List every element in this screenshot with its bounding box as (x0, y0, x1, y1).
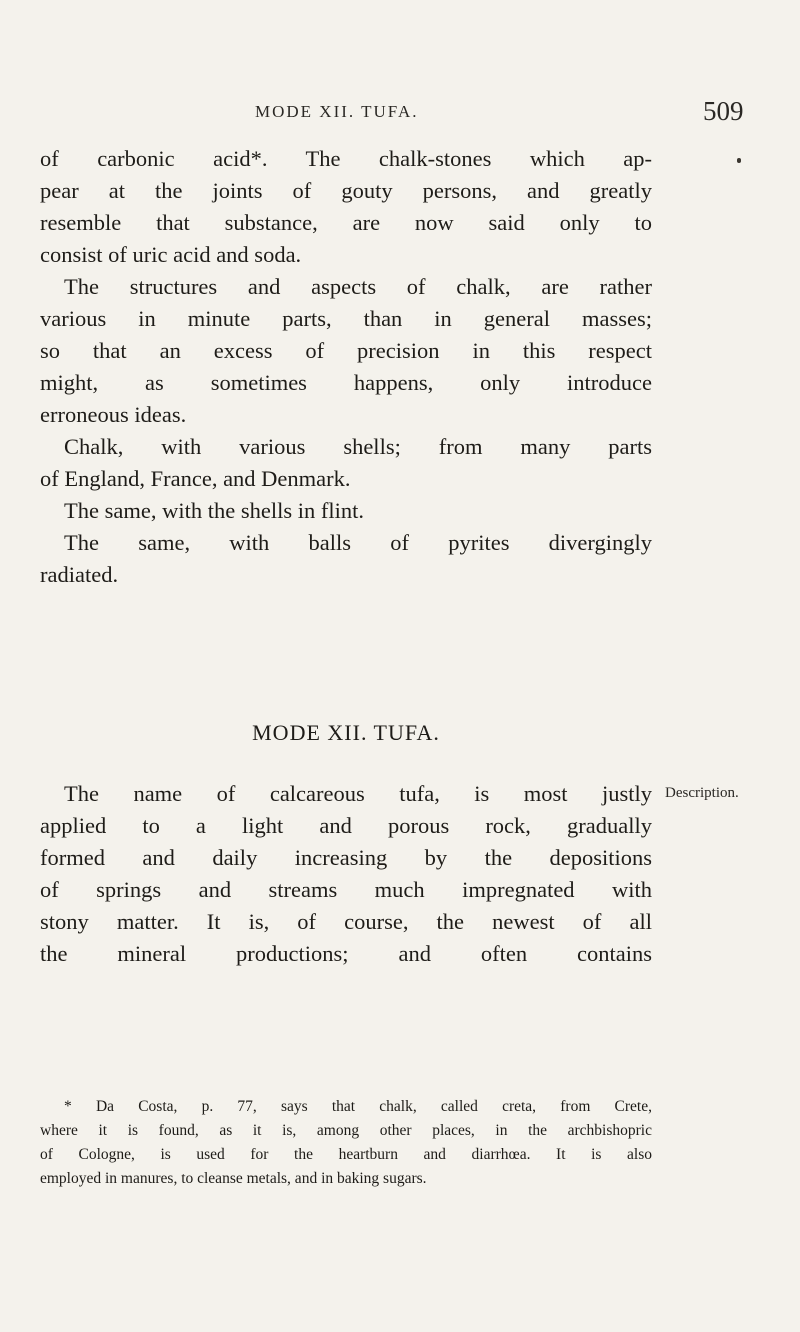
text-line: formed and daily increasing by the depositions (40, 845, 652, 870)
footnote-line: * Da Costa, p. 77, says that chalk, called creta, from Crete, (64, 1098, 652, 1115)
paragraph-5 (40, 527, 652, 591)
page-number: 509 (703, 96, 744, 126)
text-line: erroneous ideas. (40, 402, 187, 427)
footnote-line: where it is found, as it is, among other places, in the archbishopric (40, 1122, 652, 1139)
margin-note: Description. (665, 785, 739, 801)
text-line: Chalk, with various shells; from many parts (64, 434, 652, 459)
print-speck (737, 158, 741, 163)
footnote-line: of Cologne, is used for the heartburn and diarrhœa. It is also (40, 1146, 652, 1163)
text-line: radiated. (40, 562, 119, 587)
paragraph-6 (40, 778, 652, 970)
text-line: of springs and streams much impregnated with (40, 877, 652, 902)
text-line: of England, France, and Denmark. (40, 466, 351, 491)
paragraph-2 (40, 271, 652, 431)
text-line: The same, with balls of pyrites divergingly (64, 530, 652, 555)
text-line: The same, with the shells in flint. (64, 498, 364, 523)
footnote-line: employed in manures, to cleanse metals, and in baking sugars. (40, 1170, 427, 1187)
text-line: applied to a light and porous rock, gradually (40, 813, 652, 838)
text-line: pear at the joints of gouty persons, and greatly (40, 178, 652, 203)
text-line: of carbonic acid*. The chalk-stones which ap- (40, 146, 652, 171)
text-line: The name of calcareous tufa, is most justly (64, 781, 652, 806)
text-line: the mineral productions; and often contains (40, 941, 652, 966)
text-line: might, as sometimes happens, only introduce (40, 370, 652, 395)
text-line: stony matter. It is, of course, the newest of all (40, 909, 652, 934)
text-line: various in minute parts, than in general masses; (40, 306, 652, 331)
text-line: resemble that substance, are now said only to (40, 210, 652, 235)
paragraph-3 (40, 431, 652, 495)
text-line: The structures and aspects of chalk, are rather (64, 274, 652, 299)
paragraph-1 (40, 143, 652, 271)
paragraph-4 (40, 495, 652, 527)
running-head: MODE XII. TUFA. (255, 102, 419, 121)
text-line: so that an excess of precision in this respect (40, 338, 652, 363)
section-heading: MODE XII. TUFA. (252, 720, 440, 745)
text-line: consist of uric acid and soda. (40, 242, 302, 267)
footnote (40, 1095, 652, 1191)
